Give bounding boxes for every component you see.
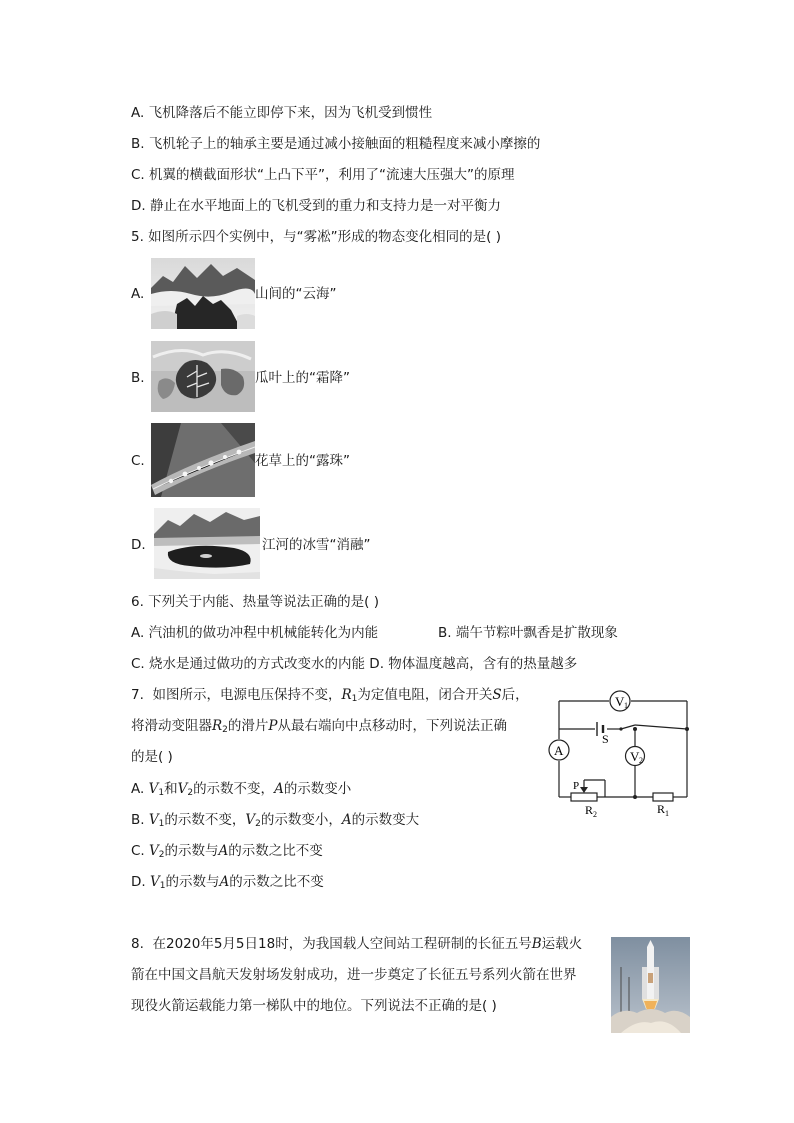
q5-option-c-text: 花草上的“露珠” bbox=[255, 453, 350, 469]
q6-option-cd: C. 烧水是通过做功的方式改变水的内能 D. 物体温度越高，含有的热量越多 bbox=[131, 656, 578, 672]
mountain-clouds-image bbox=[151, 258, 255, 329]
q4-option-d: D. 静止在水平地面上的飞机受到的重力和支持力是一对平衡力 bbox=[131, 198, 501, 214]
q5-stem: 5. 如图所示四个实例中，与“雾凇”形成的物态变化相同的是( ) bbox=[131, 229, 501, 245]
resistor-label: R bbox=[657, 802, 666, 816]
q7-option-b: B. $V_1$的示数不变，$V_2$的示数变小，A的示数变大 bbox=[131, 812, 420, 829]
rheostat-r2 bbox=[571, 793, 597, 801]
melting-ice-image bbox=[154, 508, 260, 579]
q7-option-d: D. $V_1$的示数与A的示数之比不变 bbox=[131, 874, 324, 891]
q5-option-a-text: 山间的“云海” bbox=[255, 286, 337, 302]
frost-leaf-image bbox=[151, 341, 255, 412]
q7-stem-line-2: 将滑动变阻器$R_2$的滑片P从最右端向中点移动时，下列说法正确 bbox=[131, 718, 507, 735]
slider-arrow bbox=[580, 787, 588, 793]
q5-option-a-letter: A. bbox=[131, 286, 145, 302]
switch-label: S bbox=[602, 732, 609, 746]
q7-stem-line-3: 的是( ) bbox=[131, 749, 173, 765]
q5-option-d-text: 江河的冰雪“消融” bbox=[262, 537, 371, 553]
q7-option-a: A. $V_1$和$V_2$的示数不变，A的示数变小 bbox=[131, 781, 352, 798]
q5-option-c-letter: C. bbox=[131, 453, 145, 469]
slider-label: P bbox=[573, 780, 580, 792]
q5-option-b-text: 瓜叶上的“霜降” bbox=[255, 370, 350, 386]
q4-option-c: C. 机翼的横截面形状“上凸下平”，利用了“流速大压强大”的原理 bbox=[131, 167, 515, 183]
switch-pivot bbox=[619, 727, 622, 730]
q8-stem-line-3: 现役火箭运载能力第一梯队中的地位。下列说法不正确的是( ) bbox=[131, 998, 497, 1014]
voltmeter-v2-subscript: 2 bbox=[639, 756, 643, 765]
q8-stem-line-1: 8. 在2020年5月5日18时，为我国载人空间站工程研制的长征五号B运载火 bbox=[131, 936, 583, 952]
resistor-subscript: 1 bbox=[665, 809, 669, 818]
ammeter-label: A bbox=[554, 743, 564, 758]
rheostat-subscript: 2 bbox=[593, 810, 597, 819]
junction-dot bbox=[685, 727, 689, 731]
q5-option-b-letter: B. bbox=[131, 370, 145, 386]
q8-stem-line-2: 箭在中国文昌航天发射场发射成功，进一步奠定了长征五号系列火箭在世界 bbox=[131, 967, 577, 983]
q5-option-d-letter: D. bbox=[131, 537, 146, 553]
q7-stem-line-1: 7. 如图所示，电源电压保持不变，$R_1$为定值电阻，闭合开关S后， bbox=[131, 687, 529, 704]
q4-option-a: A. 飞机降落后不能立即停下来，因为飞机受到惯性 bbox=[131, 105, 433, 121]
rocket-launch-image bbox=[611, 937, 690, 1033]
junction-dot bbox=[633, 727, 637, 731]
resistor-r1 bbox=[653, 793, 673, 801]
q6-option-b: B. 端午节粽叶飘香是扩散现象 bbox=[438, 625, 618, 641]
q7-option-c: C. $V_2$的示数与A的示数之比不变 bbox=[131, 843, 323, 860]
voltmeter-v1-subscript: 1 bbox=[624, 701, 628, 710]
dew-grass-image bbox=[151, 423, 255, 497]
q4-option-b: B. 飞机轮子上的轴承主要是通过减小接触面的粗糙程度来减小摩擦的 bbox=[131, 136, 541, 152]
voltmeter-v2-label: V bbox=[630, 749, 640, 764]
junction-dot bbox=[633, 795, 637, 799]
circuit-diagram bbox=[545, 685, 695, 820]
voltmeter-v1-label: V bbox=[615, 694, 625, 709]
q6-option-a: A. 汽油机的做功冲程中机械能转化为内能 bbox=[131, 625, 379, 641]
q6-stem: 6. 下列关于内能、热量等说法正确的是( ) bbox=[131, 594, 379, 610]
rheostat-label: R bbox=[585, 803, 594, 817]
